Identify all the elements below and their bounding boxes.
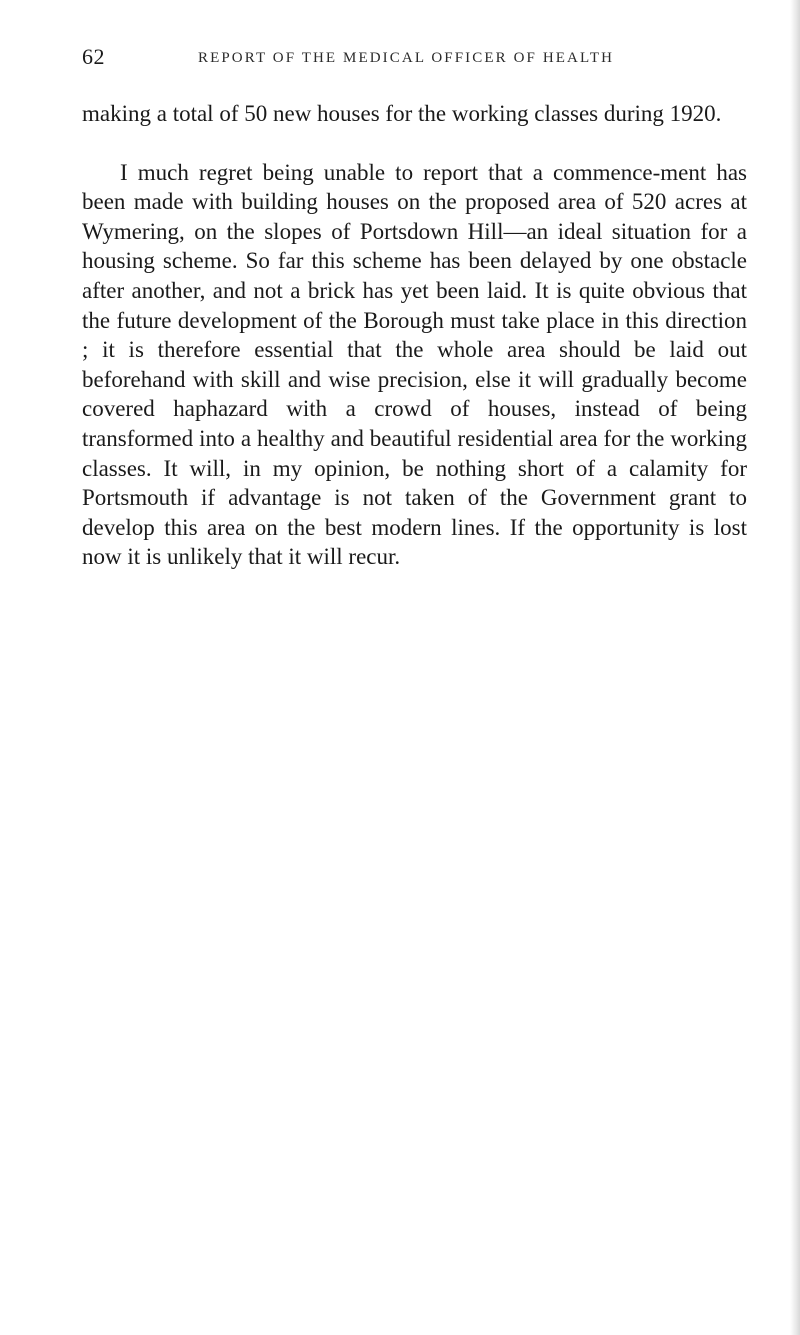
page-edge-shadow [790,0,800,1335]
running-head: REPORT OF THE MEDICAL OFFICER OF HEALTH [198,50,615,66]
page-header [82,44,732,74]
page-number: 62 [82,44,105,69]
body-text [82,99,747,572]
paragraph-housing-scheme: I much regret being unable to report that a commence-ment has been made with building houses on the proposed area of 520 acres at Wymering, on the slopes of Portsdown Hill—an ideal situation for a housing scheme. So far this scheme has been delayed by one obstacle after another, and not a brick has yet been laid. It is quite obvious that the future development of the Borough must take place in this direction ; it is therefore essential that the whole area should be laid out beforehand with skill and wise precision, else it will gradually become covered haphazard with a crowd of houses, instead of being transformed into a healthy and beautiful residential area for the working classes. It will, in my opinion, be nothing short of a calamity for Portsmouth if advantage is not taken of the Government grant to develop this area on the best modern lines. If the opportunity is lost now it is unlikely that it will recur. [82,159,747,570]
paragraph-continuation: making a total of 50 new houses for the working classes during 1920. [82,101,722,126]
